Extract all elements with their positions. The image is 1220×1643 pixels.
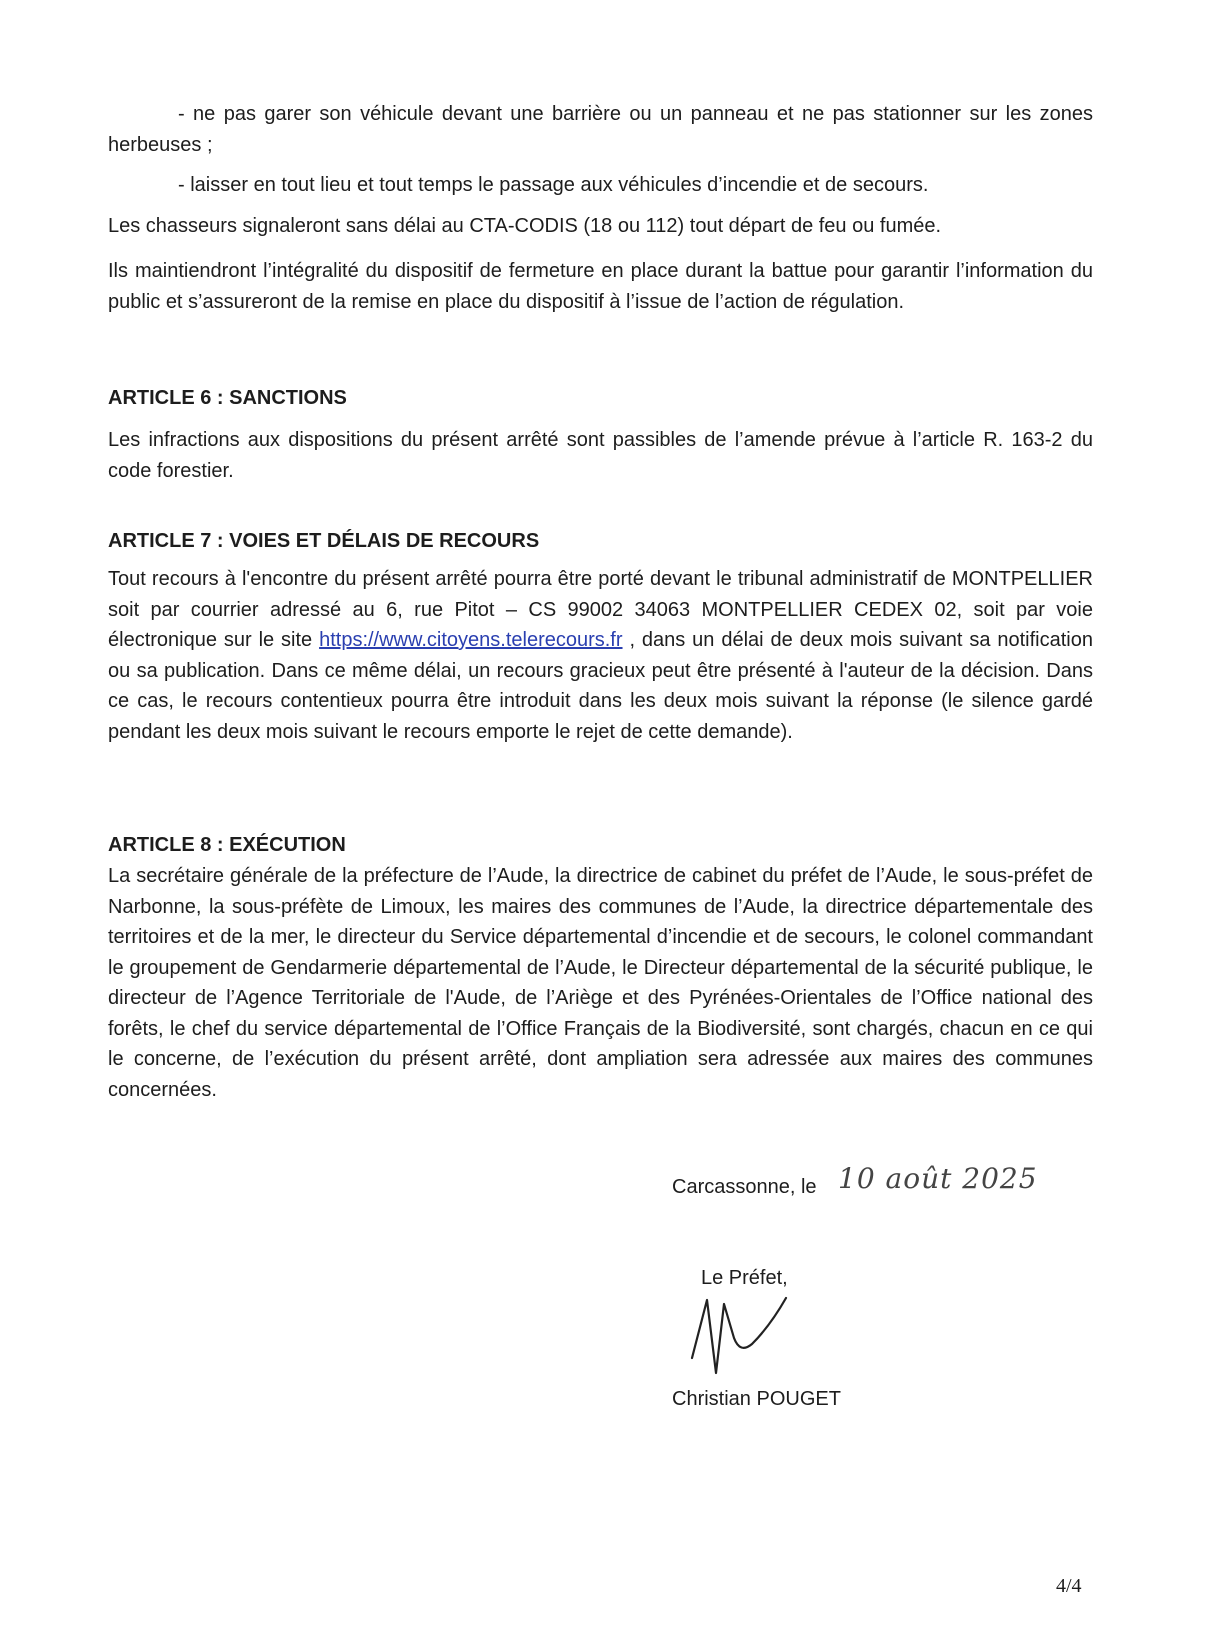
article-7-text-before: Tout recours à l'encontre du présent arrêté pourra être porté devant le tribunal administratif de MONTPELLIER soit par courrier adressé au 6, rue Pitot – CS 99002 34063 MONTPELLIER CEDEX 02, soit par voie électronique sur le site xyxy=(108,568,1093,651)
article-6-text: Les infractions aux dispositions du présent arrêté sont passibles de l’amende prévue à l’article R. 163-2 du code forestier. xyxy=(108,429,1093,482)
article-7-text-after: , dans un délai de deux mois suivant sa notification ou sa publication. Dans ce même délai, un recours gracieux peut être présenté à l'auteur de la décision. Dans ce cas, le recours contentieux pourra être introduit dans les deux mois suivant la réponse (le silence gardé pendant les deux mois suivant le recours emporte le rejet de cette demande). xyxy=(108,629,1093,743)
article-7-text xyxy=(108,564,1093,747)
fire-report-paragraph: Les chasseurs signaleront sans délai au CTA-CODIS (18 ou 112) tout départ de feu ou fumée. xyxy=(108,215,942,237)
article-7-heading: ARTICLE 7 : VOIES ET DÉLAIS DE RECOURS xyxy=(108,530,540,552)
handwritten-date: 10 août 2025 xyxy=(838,1162,1038,1195)
article-8-text: La secrétaire générale de la préfecture de l’Aude, la directrice de cabinet du préfet de l’Aude, le sous-préfet de Narbonne, la sous-préfète de Limoux, les maires des communes de l’Aude, la directrice départementale des territoires et de la mer, le directeur du Service départemental d’incendie et de secours, le colonel commandant le groupement de Gendarmerie départemental de l’Aude, le Directeur départemental de la sécurité publique, le directeur de l’Agence Territoriale de l'Aude, de l’Ariège et des Pyrénées-Orientales de l’Office national des forêts, le chef du service départemental de l’Office Français de la Biodiversité, sont chargés, chacun en ce qui le concerne, de l’exécution du présent arrêté, dont ampliation sera adressée aux maires des communes concernées. xyxy=(108,865,1093,1101)
signature-role: Le Préfet, xyxy=(701,1267,788,1289)
page-number: 4/4 xyxy=(1056,1575,1082,1597)
instruction-parking: - ne pas garer son véhicule devant une barrière ou un panneau et ne pas stationner sur les zones herbeuses ; xyxy=(108,103,1093,156)
instruction-access: - laisser en tout lieu et tout temps le passage aux véhicules d’incendie et de secours. xyxy=(178,174,929,196)
signature-place: Carcassonne, le xyxy=(672,1176,817,1198)
signature-drawing xyxy=(690,1296,800,1381)
telerecours-link[interactable]: https://www.citoyens.telerecours.fr xyxy=(319,629,623,651)
article-8-heading: ARTICLE 8 : EXÉCUTION xyxy=(108,834,346,856)
signatory-name: Christian POUGET xyxy=(672,1388,841,1410)
article-6-heading: ARTICLE 6 : SANCTIONS xyxy=(108,387,347,409)
closure-paragraph: Ils maintiendront l’intégralité du dispositif de fermeture en place durant la battue pour garantir l’information du public et s’assureront de la remise en place du dispositif à l’issue de l’action de régulation. xyxy=(108,260,1093,313)
